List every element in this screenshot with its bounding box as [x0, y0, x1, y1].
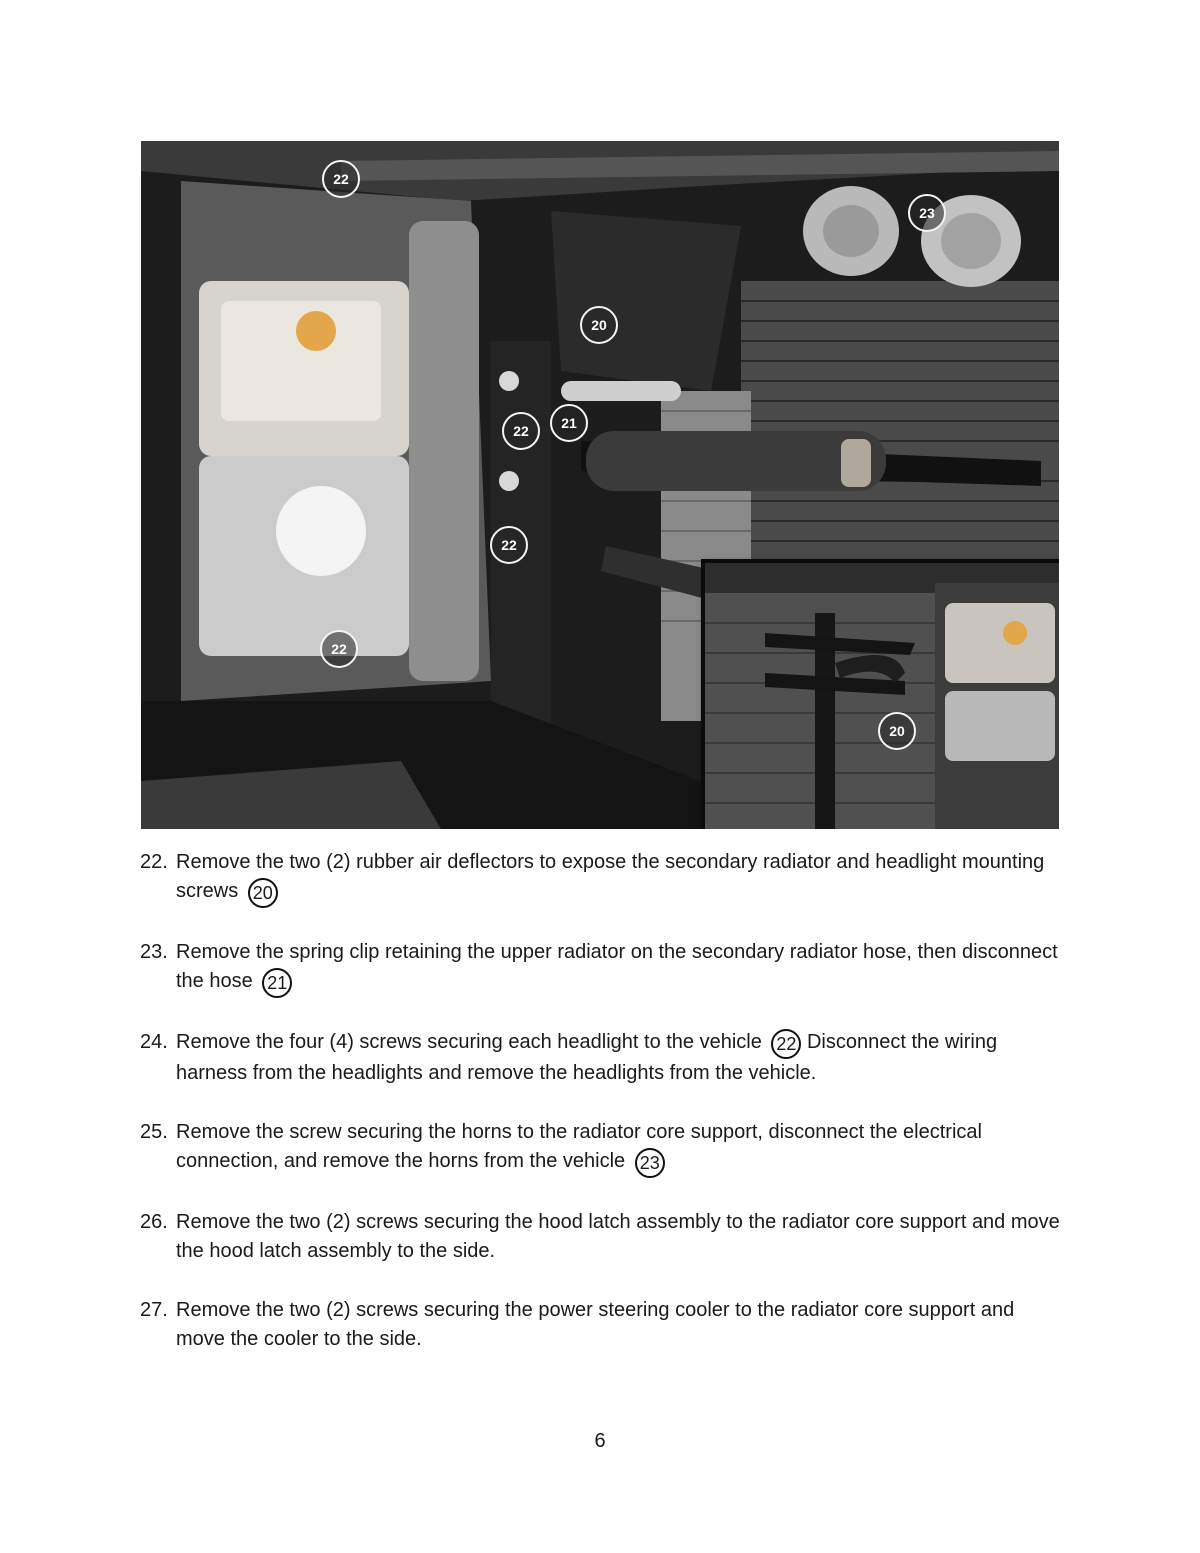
callout-20: 20 [580, 306, 618, 344]
step-number: 24. [140, 1031, 168, 1053]
step-24 [140, 1028, 1060, 1088]
step-ref-callout: 23 [635, 1148, 665, 1178]
step-text: Remove the two (2) screws securing the power steering cooler to the radiator core support and move the cooler to the side. [176, 1299, 1015, 1350]
callout-22: 22 [502, 412, 540, 450]
callout-22: 22 [320, 630, 358, 668]
step-number: 27. [140, 1299, 168, 1321]
step-26 [140, 1208, 1060, 1266]
instruction-steps [140, 848, 1060, 1384]
step-text: Remove the spring clip retaining the upper radiator on the secondary radiator hose, then disconnect the hose [176, 941, 1058, 992]
step-ref-callout: 21 [262, 968, 292, 998]
step-23 [140, 938, 1060, 998]
step-text: Remove the two (2) rubber air deflectors to expose the secondary radiator and headlight mounting screws [176, 851, 1045, 902]
step-25 [140, 1118, 1060, 1178]
step-number: 25. [140, 1121, 168, 1143]
engine-bay-photo [141, 141, 1059, 829]
page-number: 6 [594, 1430, 606, 1452]
callout-22: 22 [322, 160, 360, 198]
callout-23: 23 [908, 194, 946, 232]
callout-21: 21 [550, 404, 588, 442]
inset-illustration [705, 563, 1059, 829]
step-number: 26. [140, 1211, 168, 1233]
step-number: 23. [140, 941, 168, 963]
inset-photo [701, 559, 1059, 829]
step-text: Remove the screw securing the horns to the radiator core support, disconnect the electrical connection, and remove the horns from the vehicle [176, 1121, 982, 1172]
inset-callout-20: 20 [878, 712, 916, 750]
step-number: 22. [140, 851, 168, 873]
step-text: Remove the two (2) screws securing the hood latch assembly to the radiator core support and move the hood latch assembly to the side. [176, 1211, 1060, 1262]
step-ref-callout: 22 [771, 1029, 801, 1059]
step-text-after: Disconnect the wiring harness from the headlights and remove the headlights from the vehicle. [176, 1031, 998, 1084]
step-ref-callout: 20 [248, 878, 278, 908]
step-text: Remove the four (4) screws securing each headlight to the vehicle [176, 1031, 762, 1053]
step-27 [140, 1296, 1060, 1354]
step-22 [140, 848, 1060, 908]
callout-22: 22 [490, 526, 528, 564]
